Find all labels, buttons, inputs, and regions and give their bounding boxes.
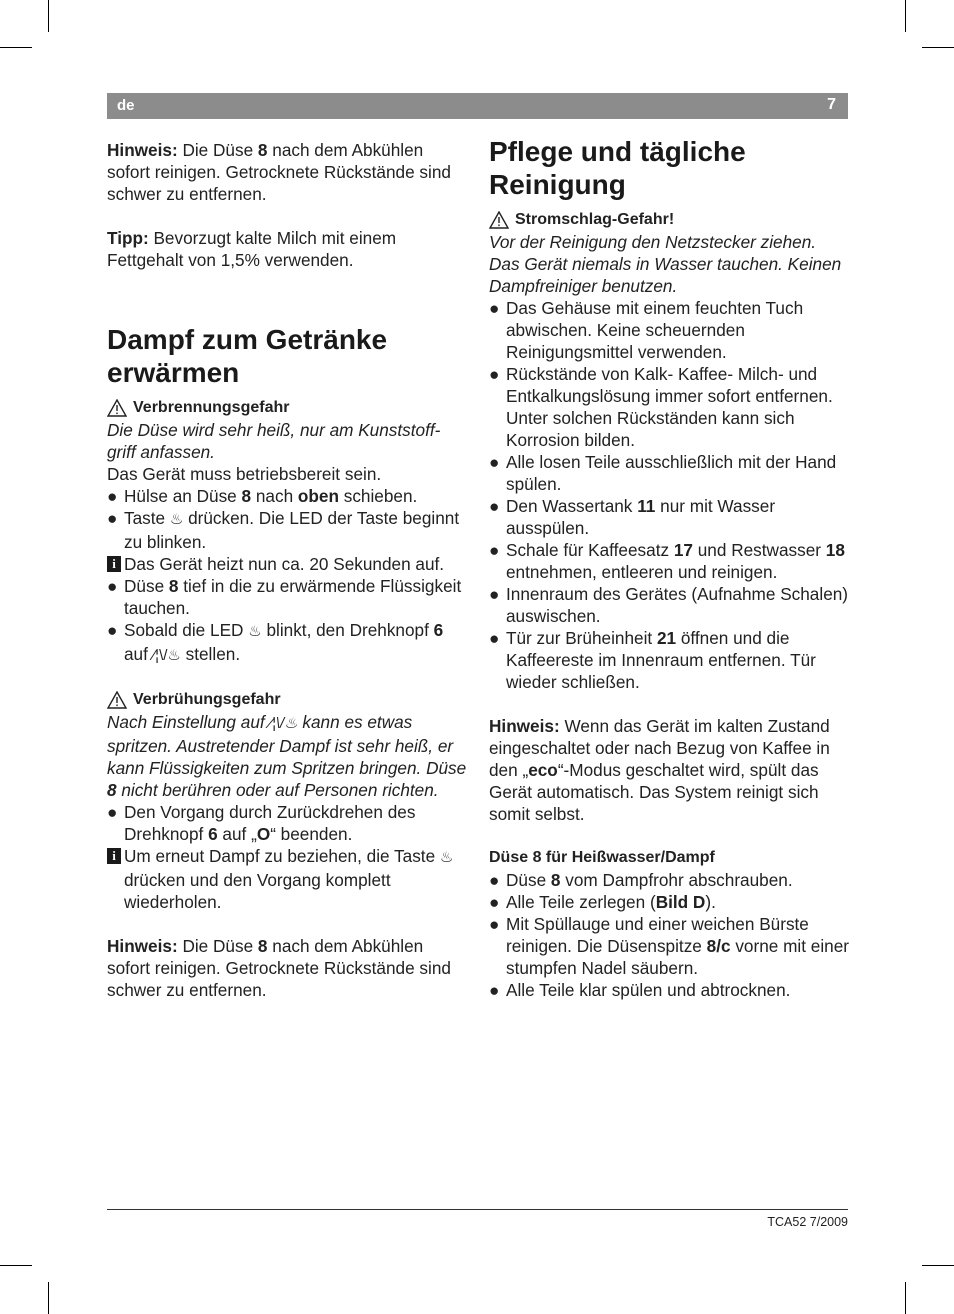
note-paragraph: Hinweis: Wenn das Gerät im kalten Zustand eingeschaltet oder nach Bezug von Kaffee in den „eco“-Modus geschaltet wird, spült das Gerät automatisch. Das System reinigt sich somit selbst. bbox=[489, 716, 830, 824]
info-icon: i bbox=[107, 556, 121, 572]
warning-text: Vor der Reinigung den Netzstecker ziehen. Das Gerät niemals in Wasser tauchen. Keinen Dampfreiniger benutzen. bbox=[489, 232, 842, 296]
note-paragraph: Hinweis: Die Düse 8 nach dem Abkühlen sofort reinigen. Getrocknete Rückstände sind schwer zu entfernen. bbox=[107, 140, 451, 204]
list-item: ● Taste ♨ drücken. Die LED der Taste beginnt zu blinken. bbox=[107, 508, 460, 552]
section-heading: Pflege und tägliche Reinigung bbox=[489, 136, 746, 200]
list-item: ● Alle losen Teile ausschließlich mit der Hand spülen. bbox=[489, 452, 837, 494]
list-item: ● Alle Teile zerlegen (Bild D). bbox=[489, 892, 716, 912]
crop-mark bbox=[922, 1265, 954, 1266]
warning-title: Verbrennungsgefahr bbox=[107, 397, 469, 419]
info-item: i Um erneut Dampf zu beziehen, die Taste ♨ drücken und den Vorgang komplett wiederholen. bbox=[107, 845, 469, 913]
list-item: ● Düse 8 tief in die zu erwärmende Flüssigkeit tauchen. bbox=[107, 576, 462, 618]
note-paragraph: Hinweis: Die Düse 8 nach dem Abkühlen sofort reinigen. Getrocknete Rückstände sind schwer zu entfernen. bbox=[107, 936, 451, 1000]
info-item: i Das Gerät heizt nun ca. 20 Sekunden auf. bbox=[107, 553, 469, 575]
crop-mark bbox=[905, 1282, 906, 1314]
right-column bbox=[489, 136, 851, 1001]
list-item: ● Tür zur Brüheinheit 21 öffnen und die Kaffeereste im Innenraum entfernen. Tür wieder schließen. bbox=[489, 628, 816, 692]
list-item: ● Hülse an Düse 8 nach oben schieben. bbox=[107, 486, 418, 506]
footer-text: TCA52 7/2009 bbox=[767, 1215, 848, 1229]
list-item: ● Das Gehäuse mit einem feuchten Tuch abwischen. Keine scheuernden Reinigungsmittel verwenden. bbox=[489, 298, 804, 362]
list-item: ● Rückstände von Kalk- Kaffee- Milch- und Entkalkungslösung immer sofort entfernen. Unter solchen Rückständen kann sich Korrosion bilden. bbox=[489, 364, 833, 450]
list-item: ● Mit Spüllauge und einer weichen Bürste reinigen. Die Düsenspitze 8/c vorne mit einer stumpfen Nadel säubern. bbox=[489, 914, 849, 978]
list-item: ● Sobald die LED ♨ blinkt, den Drehknopf 6 auf ⁄¦\/♨ stellen. bbox=[107, 619, 469, 667]
warning-title: Verbrühungsgefahr bbox=[107, 689, 469, 711]
dial-position-icon: ⁄¦\/♨ bbox=[152, 647, 181, 664]
list-item: ● Alle Teile klar spülen und abtrocknen. bbox=[489, 980, 791, 1000]
page-header-bar bbox=[107, 93, 848, 119]
list-item: ● Düse 8 vom Dampfrohr abschrauben. bbox=[489, 870, 793, 890]
crop-mark bbox=[0, 1265, 32, 1266]
left-column bbox=[107, 139, 469, 1001]
crop-mark bbox=[48, 1282, 49, 1314]
crop-mark bbox=[0, 47, 32, 48]
crop-mark bbox=[905, 0, 906, 32]
list-item: ● Den Vorgang durch Zurückdrehen des Drehknopf 6 auf „O“ beenden. bbox=[107, 802, 416, 844]
info-icon: i bbox=[107, 848, 121, 864]
warning-triangle-icon bbox=[107, 691, 127, 709]
warning-title: Stromschlag-Gefahr! bbox=[489, 209, 851, 231]
list-item: ● Innenraum des Gerätes (Aufnahme Schalen) auswischen. bbox=[489, 584, 849, 626]
tip-paragraph: Tipp: Bevorzugt kalte Milch mit einem Fettgehalt von 1,5% verwenden. bbox=[107, 228, 397, 270]
steam-icon: ♨ bbox=[439, 849, 454, 866]
page-number: 7 bbox=[827, 96, 836, 113]
warning-triangle-icon bbox=[107, 399, 127, 417]
steam-icon: ♨ bbox=[169, 511, 184, 528]
dial-position-icon: ⁄¦\/♨ bbox=[269, 715, 298, 732]
crop-mark bbox=[48, 0, 49, 32]
crop-mark bbox=[922, 47, 954, 48]
section-heading: Dampf zum Getränke erwärmen bbox=[107, 324, 388, 388]
language-label: de bbox=[117, 97, 135, 114]
body-text: Das Gerät muss betriebsbereit sein. bbox=[107, 464, 382, 484]
subheading: Düse 8 für Heißwasser/Dampf bbox=[489, 849, 715, 866]
warning-triangle-icon bbox=[489, 211, 509, 229]
list-item: ● Schale für Kaffeesatz 17 und Restwasser 18 entnehmen, entleeren und reinigen. bbox=[489, 540, 845, 582]
footer-rule bbox=[107, 1209, 848, 1210]
steam-icon: ♨ bbox=[248, 623, 262, 640]
warning-text: Nach Einstellung auf ⁄¦\/♨ kann es etwas spritzen. Austretender Dampf ist sehr heiß, er kann Flüssigkeiten zum Spritzen bringen. Düse 8 nicht berühren oder auf Personen richten. bbox=[107, 712, 467, 800]
list-item: ● Den Wassertank 11 nur mit Wasser ausspülen. bbox=[489, 496, 776, 538]
warning-text: Die Düse wird sehr heiß, nur am Kunststoff-griff anfassen. bbox=[107, 420, 441, 462]
